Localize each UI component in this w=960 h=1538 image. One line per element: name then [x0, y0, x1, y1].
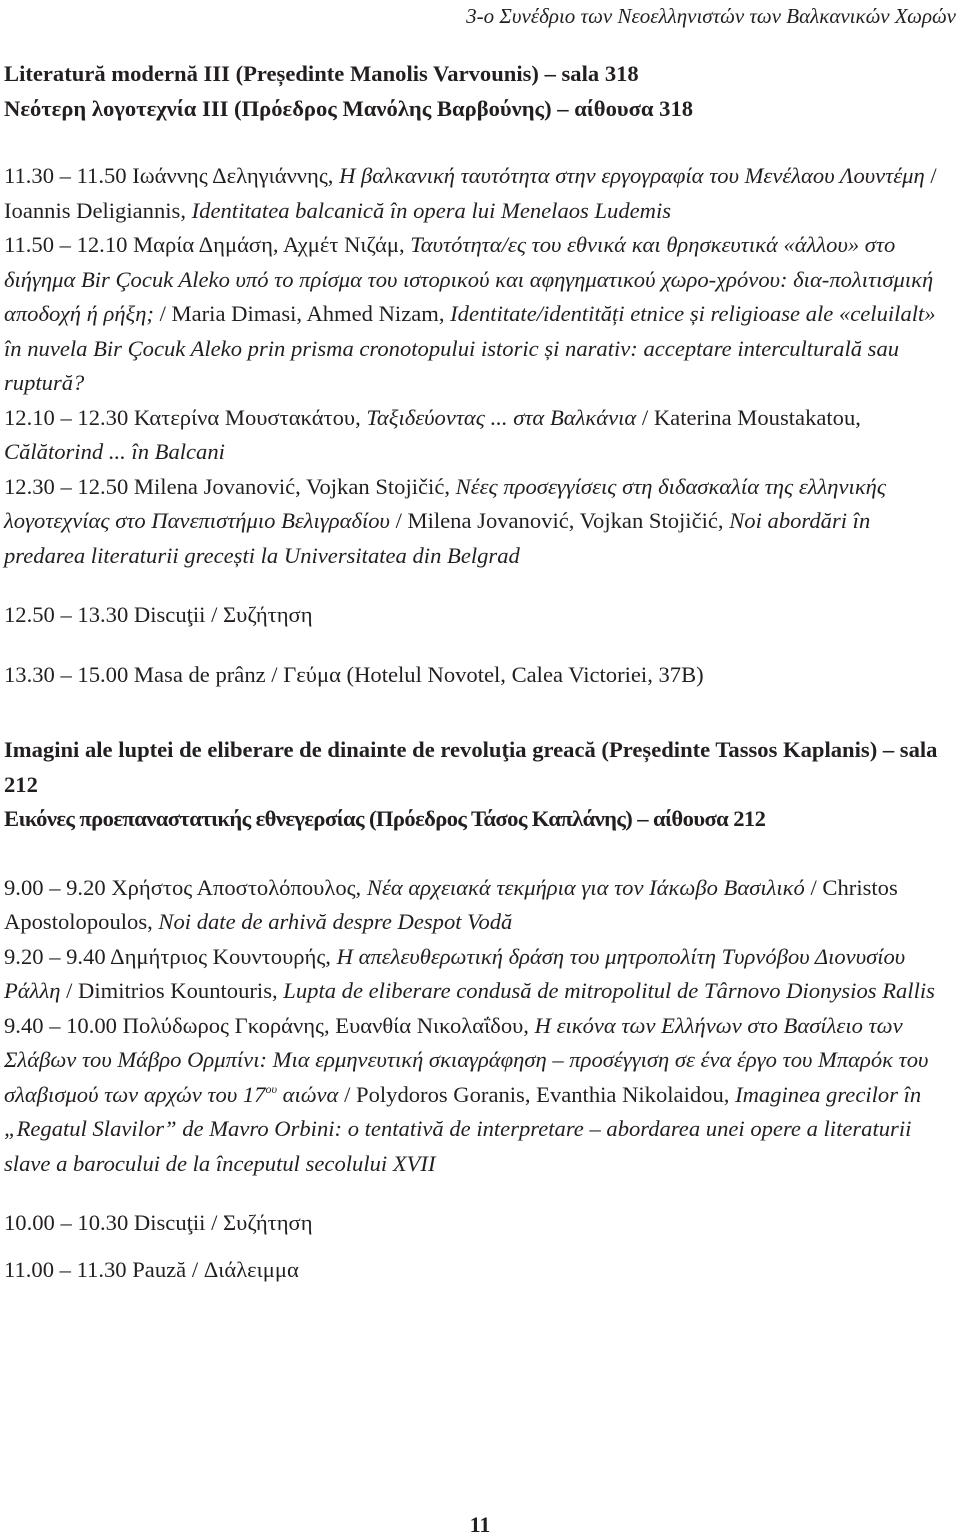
entry-time: 9.20 – 9.40 — [4, 943, 106, 969]
running-header: 3-o Συνέδριο των Νεοελληνιστών των Βαλκανικών Χωρών — [466, 4, 956, 28]
entry-time: 12.30 – 12.50 — [4, 473, 129, 499]
program-entry — [4, 401, 956, 470]
entry-time: 11.30 – 11.50 — [4, 163, 127, 188]
entry-title-gr-end: αιώνα — [282, 1081, 339, 1107]
entry-title-ro: Noi date de arhivă despre Despot Vodă — [158, 909, 513, 934]
entry-title-ro: Identitate/identități etnice și religioase ale «celuilalt» în nuvela Bir Çocuk Aleko prin prisma cronotopului istoric și narativ: acceptare interculturală sau ruptură? — [4, 301, 936, 395]
program-entry — [4, 228, 956, 401]
entry-time: 12.10 – 12.30 — [4, 404, 129, 430]
entry-author-gr: Ιωάννης Δεληγιάννης, — [132, 163, 334, 188]
entry-title-gr: Ταξιδεύοντας ... στα Βαλκάνια — [366, 404, 637, 430]
entry-title-ro: Lupta de eliberare condusă de mitropolitul de Târnovo Dionysios Rallis — [283, 978, 935, 1003]
entry-author-ro: Milena Jovanović, Vojkan Stojičić, — [407, 508, 724, 533]
program-content — [4, 57, 956, 1287]
entry-author-ro: Maria Dimasi, Ahmed Nizam, — [171, 301, 445, 326]
entry-separator: / — [641, 404, 649, 430]
entry-separator: / — [159, 301, 166, 326]
entry-time: 11.50 – 12.10 — [4, 232, 128, 257]
session-block-images — [4, 733, 956, 837]
entry-separator: / — [395, 508, 402, 533]
entry-author-gr: Μαρία Δημάση, Αχμέτ Νιζάμ, — [133, 232, 405, 257]
session-title-ro: Imagini ale luptei de eliberare de dinainte de revoluţia greacă (Președinte Tassos Kaplanis) – sala 212 — [4, 737, 938, 797]
entry-author-ro: Christos Apostolopoulos, — [4, 874, 898, 934]
entry-author-gr: Κατερίνα Μουστακάτου, — [133, 404, 361, 430]
entry-separator: / — [66, 978, 73, 1003]
program-entry — [4, 1009, 956, 1182]
discussion-slot: 12.50 – 13.30 Discuţii / Συζήτηση — [4, 602, 313, 627]
program-entry — [4, 940, 956, 1009]
program-entry — [4, 159, 956, 228]
entry-title-gr: Η βαλκανική ταυτότητα στην εργογραφία του Μενέλαου Λουντέμη — [339, 163, 925, 188]
lunch-slot: 13.30 – 15.00 Masa de prânz / Γεύμα (Hotelul Novotel, Calea Victoriei, 37B) — [4, 661, 704, 687]
session-title-gr: Εικόνες προεπαναστατικής εθνεγερσίας (Πρόεδρος Τάσος Καπλάνης) – αίθουσα 212 — [4, 806, 766, 831]
entry-author-ro: Polydoros Goranis, Evanthia Nikolaidou, — [356, 1081, 730, 1107]
entry-title-ro: Călătorind ... în Balcani — [4, 439, 225, 464]
entry-title-gr: Η εικόνα των Ελλήνων στο Βασίλειο των Σλάβων του Μάβρο Ορμπίνι: Μια ερμηνευτική σκιαγράφηση – προσέγγιση σε ένα έργο του Μπαρόκ του σλαβισμού των αρχών του 17 — [4, 1012, 929, 1107]
discussion-slot: 10.00 – 10.30 Discuţii / Συζήτηση — [4, 1210, 313, 1235]
entry-author-ro: Dimitrios Kountouris, — [78, 978, 278, 1003]
entry-author-gr: Πολύδωρος Γκοράνης, Ευανθία Νικολαΐδου, — [122, 1012, 529, 1038]
session-title-gr: Νεότερη λογοτεχνία ΙΙΙ (Πρόεδρος Μανόλης Βαρβούνης) – αίθουσα 318 — [4, 95, 694, 121]
entry-time: 9.40 – 10.00 — [4, 1012, 117, 1038]
entry-title-ro: Imaginea grecilor în „Regatul Slavilor” de Mavro Orbini: o tentativă de interpretare – abordarea unei opere a literaturii slave a barocului de la începutul secolului XVII — [4, 1081, 922, 1176]
entry-separator: / — [344, 1081, 351, 1107]
entry-author-ro: Ioannis Deligiannis, — [4, 197, 186, 223]
program-entry — [4, 470, 956, 574]
entry-separator: / — [930, 163, 937, 188]
session-title-ro: Literatură modernă III (Președinte Manolis Varvounis) – sala 318 — [4, 61, 639, 86]
entry-title-ro: Noi abordări în predarea literaturii grecești la Universitatea din Belgrad — [4, 508, 871, 568]
entry-time: 9.00 – 9.20 — [4, 874, 106, 900]
entry-author-ro: Katerina Moustakatou, — [653, 404, 861, 430]
page-number: 11 — [469, 1512, 491, 1537]
entry-title-gr: Νέα αρχειακά τεκμήρια για τον Ιάκωβο Βασιλικό — [366, 874, 805, 900]
entry-title-gr: Ταυτότητα/ες του εθνικά και θρησκευτικά «άλλου» στο διήγημα Bir Çocuk Aleko υπό το πρίσμα του ιστορικού και αφηγηματικού χωρο-χρόνου: δια-πολιτισμική αποδοχή ή ρήξη; — [4, 232, 934, 326]
entry-separator: / — [810, 874, 817, 900]
entry-title-gr: Η απελευθερωτική δράση του μητροπολίτη Τυρνόβου Διονυσίου Ράλλη — [4, 943, 906, 1003]
superscript-ordinal: ου — [265, 1081, 277, 1096]
entry-title-gr: Νέες προσεγγίσεις στη διδασκαλία της ελληνικής λογοτεχνίας στο Πανεπιστήμιο Βελιγραδίου — [4, 473, 887, 533]
entry-author-gr: Milena Jovanović, Vojkan Stojičić, — [133, 473, 450, 499]
break-slot: 11.00 – 11.30 Pauză / Διάλειμμα — [4, 1256, 299, 1282]
program-entry — [4, 871, 956, 940]
entry-author-gr: Χρήστος Αποστολόπουλος, — [111, 874, 362, 900]
entry-author-gr: Δημήτριος Κουντουρής, — [110, 943, 331, 969]
session-block-literature — [4, 57, 956, 126]
entry-title-ro: Identitatea balcanică în opera lui Menelaos Ludemis — [191, 197, 672, 223]
